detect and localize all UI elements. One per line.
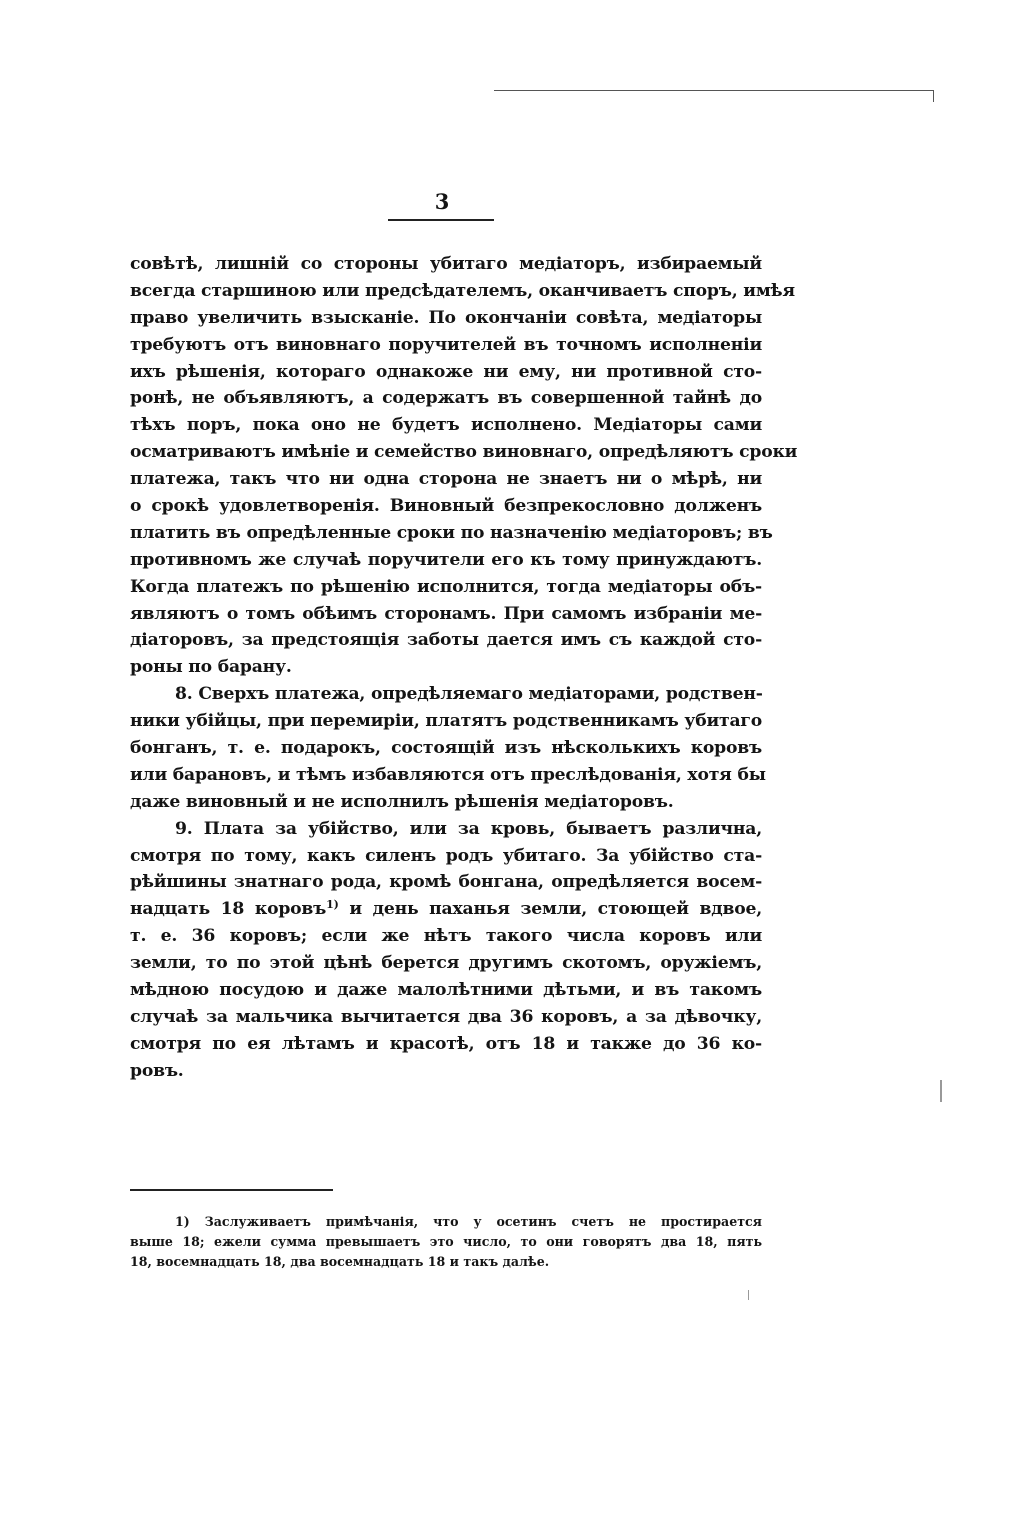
- body-line: Когда платежъ по рѣшенію исполнится, тогда медіаторы объ-: [130, 576, 762, 597]
- body-text: [130, 251, 798, 1085]
- paragraph-8-start: 8. Сверхъ платежа, опредѣляемаго медіаторами, родствен-: [175, 684, 763, 705]
- footnote-line: 1) Заслуживаетъ примѣчанія, что у осетинъ счетъ не простирается: [175, 1214, 762, 1229]
- body-line: тѣхъ поръ, пока оно не будетъ исполнено. Медіаторы сами: [130, 415, 762, 436]
- body-line: всегда старшиною или предсѣдателемъ, оканчиваетъ споръ, имѣя: [130, 280, 795, 301]
- body-line: являютъ о томъ обѣимъ сторонамъ. При самомъ избраніи ме-: [130, 603, 762, 624]
- body-line: осматриваютъ имѣніе и семейство виновнаго, опредѣляютъ сроки: [130, 442, 798, 463]
- body-line: мѣдною посудою и даже малолѣтними дѣтьми, и въ такомъ: [130, 980, 762, 1001]
- scan-margin-mark: [940, 1080, 942, 1102]
- footnote-separator: [130, 1189, 333, 1191]
- body-line: или барановъ, и тѣмъ избавляются отъ преслѣдованія, хотя бы: [130, 764, 766, 785]
- top-scan-rule-tick: [933, 90, 934, 102]
- body-line: случаѣ за мальчика вычитается два 36 коровъ, а за дѣвочку,: [130, 1006, 762, 1027]
- top-scan-rule: [494, 90, 934, 91]
- body-line-fragment: и день паханья земли, стоющей вдвое,: [338, 899, 763, 920]
- body-line: ронѣ, не объявляютъ, а содержатъ въ совершенной тайнѣ до: [130, 388, 762, 409]
- scan-speck-mark: [748, 1290, 749, 1300]
- body-line: платить въ опредѣленные сроки по назначенію медіаторовъ; въ: [130, 522, 773, 543]
- body-line: рѣйшины знатнаго рода, кромѣ бонгана, опредѣляется восем-: [130, 872, 762, 893]
- footnote-line: 18, восемнадцать 18, два восемнадцать 18 и такъ далѣе.: [130, 1254, 550, 1269]
- body-line: ники убійцы, при перемиріи, платятъ родственникамъ убитаго: [130, 711, 762, 732]
- page-number: 3: [434, 189, 450, 214]
- page-number-underline: [388, 219, 494, 221]
- body-line: ихъ рѣшенія, котораго однакоже ни ему, ни противной сто-: [130, 361, 762, 382]
- body-line: о срокѣ удовлетворенія. Виновный безпрекословно долженъ: [130, 496, 762, 517]
- body-line-fragment: надцать 18 коровъ: [130, 899, 327, 920]
- body-line: право увеличить взысканіе. По окончаніи совѣта, медіаторы: [130, 307, 762, 328]
- body-line: діаторовъ, за предстоящія заботы дается имъ съ каждой сто-: [130, 630, 762, 651]
- paragraph-9-start: 9. Плата за убійство, или за кровь, бываетъ различна,: [175, 818, 762, 839]
- footnote-line: выше 18; ежели сумма превышаетъ это число, то они говорятъ два 18, пять: [130, 1234, 762, 1249]
- body-line: земли, то по этой цѣнѣ берется другимъ скотомъ, оружіемъ,: [130, 953, 762, 974]
- body-line: т. е. 36 коровъ; если же нѣтъ такого числа коровъ или: [130, 926, 762, 947]
- body-line: смотря по ея лѣтамъ и красотѣ, отъ 18 и также до 36 ко-: [130, 1033, 762, 1054]
- body-line: противномъ же случаѣ поручители его къ тому принуждаютъ.: [130, 549, 762, 570]
- footnote-reference-mark: 1): [326, 898, 339, 912]
- footnote: [130, 1212, 762, 1272]
- body-line: смотря по тому, какъ силенъ родъ убитаго. За убійство ста-: [130, 845, 762, 866]
- body-line: даже виновный и не исполнилъ рѣшенія медіаторовъ.: [130, 791, 674, 812]
- body-line: роны по барану.: [130, 657, 292, 678]
- body-line: бонганъ, т. е. подарокъ, состоящій изъ нѣсколькихъ коровъ: [130, 738, 762, 759]
- body-line: ровъ.: [130, 1060, 184, 1081]
- body-line: совѣтѣ, лишній со стороны убитаго медіаторъ, избираемый: [130, 254, 762, 274]
- body-line: требуютъ отъ виновнаго поручителей въ точномъ исполненіи: [130, 334, 762, 355]
- body-line: платежа, такъ что ни одна сторона не знаетъ ни о мѣрѣ, ни: [130, 469, 762, 490]
- body-line-with-footnote-ref: [130, 896, 762, 923]
